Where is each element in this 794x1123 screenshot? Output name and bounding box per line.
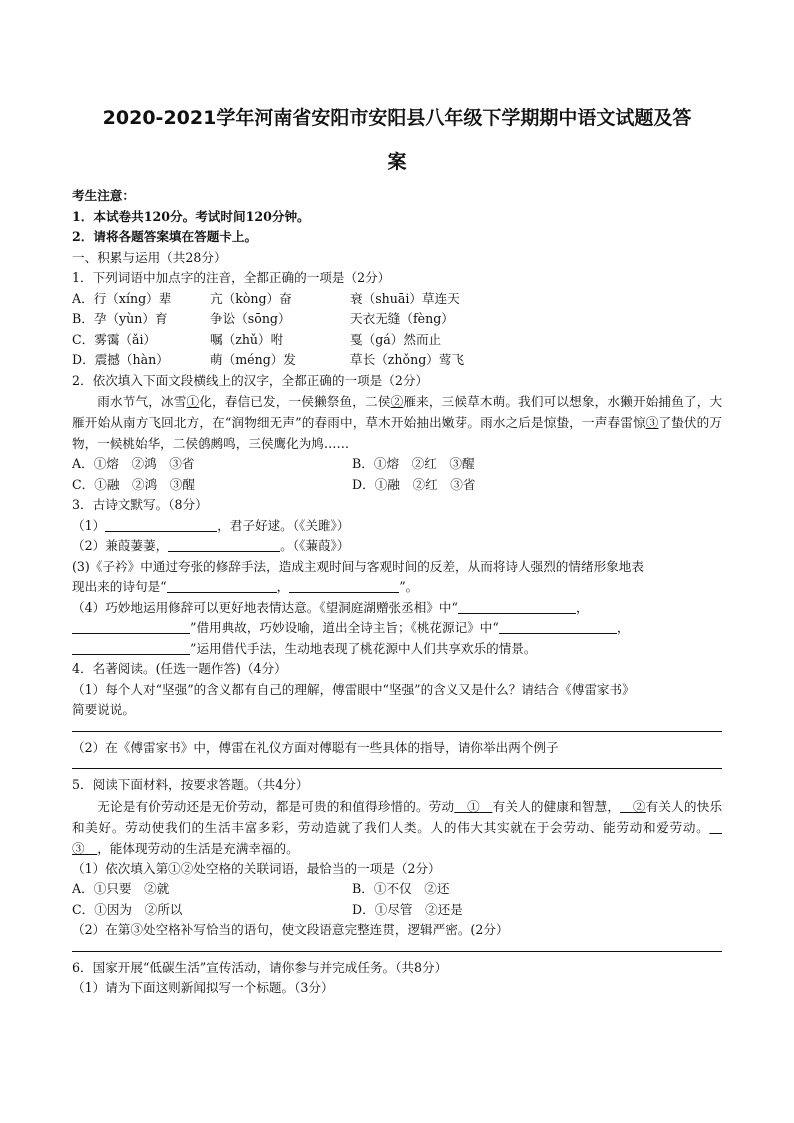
answer-blank[interactable] [289, 578, 399, 593]
option-row [72, 350, 722, 371]
blank-marker: ① [186, 394, 200, 409]
sub-question: 简要说说。 [72, 702, 135, 717]
option-cell: 天衣无缝（fèng） [350, 311, 454, 326]
fill-text: ”。 [399, 579, 419, 594]
option-cell: B．孕（yùn）育 [72, 311, 168, 326]
option-cell: 萌（méng）发 [210, 352, 296, 367]
question-4 [72, 659, 722, 769]
option-cell: B．①熔 ②红 ③醒 [352, 456, 475, 471]
question-stem: 6．国家开展“低碳生活”宣传活动，请你参与并完成任务。（共8分） [72, 959, 448, 975]
blank-marker: ② [390, 394, 404, 409]
fill-line: (3)《子衿》中通过夸张的修辞手法，造成主观时间与客观时间的反差，从而将诗人强烈的情绪形象地表 [72, 558, 644, 574]
fill-text: ， [616, 620, 630, 635]
fill-line [72, 618, 722, 639]
question-stem: 2．依次填入下面文段横线上的汉字，全都正确的一项是（2分） [72, 372, 429, 388]
answer-blank[interactable] [499, 619, 617, 634]
blank-marker [454, 799, 492, 814]
option-row [72, 309, 722, 330]
question-stem: 1．下列词语中加点字的注音，全都正确的一项是（2分） [72, 270, 391, 285]
question-stem: 4．名著阅读。(任选一题作答)（4分） [72, 661, 287, 676]
exam-page [72, 96, 722, 999]
blank-marker-label: ① [466, 798, 480, 814]
passage-text: ，能体现劳动的生活是充满幸福的。 [97, 840, 299, 856]
option-row [72, 900, 722, 921]
option-cell: 草长（zhǒng）莺飞 [350, 352, 465, 367]
passage [72, 391, 722, 454]
option-row [72, 475, 722, 496]
sub-question: （1）依次填入第①②处空格的关联词语，最恰当的一项是（2分） [72, 860, 441, 876]
passage-text: 雨水节气，冰雪 [97, 394, 187, 409]
answer-line[interactable] [72, 758, 722, 769]
question-2 [72, 371, 722, 496]
fill-text: ”运用借代手法，生动地表现了桃花源中人们共享欢乐的情景。 [190, 640, 537, 656]
option-cell: C．①融 ②鸿 ③醒 [72, 476, 195, 492]
question-5 [72, 775, 722, 952]
passage-text: 了蛰伏的万物，一候桃始华，二侯鸧鹒鸣，三侯鹰化为鸠…… [72, 415, 723, 451]
question-stem: 3．古诗文默写。（8分） [72, 497, 208, 512]
sub-question: （1）每个人对“坚强”的含义都有自己的理解，傅雷眼中“坚强”的含义又是什么？请结合《傅雷家书》 [72, 681, 635, 697]
option-row [72, 330, 722, 351]
fill-text: 。（《蒹葭》） [280, 538, 350, 553]
answer-line[interactable] [72, 941, 722, 952]
page-title [72, 96, 722, 184]
notice-item: 2．请将各题答案填在答题卡上。 [72, 229, 258, 244]
fill-text: ”借用典故，巧妙设喻，道出全诗主旨；《桃花源记》中“ [190, 620, 499, 635]
blank-marker-label: ② [632, 798, 646, 814]
option-cell: A．①熔 ②鸿 ③省 [72, 456, 195, 471]
answer-blank[interactable] [105, 517, 217, 532]
option-cell: C．①因为 ②所以 [72, 901, 183, 917]
answer-blank[interactable] [72, 619, 190, 634]
passage-text: 雁来，三候草木萌。我们可以想象，水獭开始捕鱼了，大雁开始从南方飞回北方，在“润物细无声”的春雨中，草木开始抽出嫩芽。雨水之后是惊蛰，一声春雷惊 [72, 394, 723, 430]
option-cell: 衰（shuāi）草连天 [350, 290, 460, 306]
fill-line [72, 536, 722, 557]
question-stem: 5．阅读下面材料，按要求答题。（共4分） [72, 777, 309, 792]
passage [72, 796, 722, 859]
fill-text: 现出来的诗句是“ [72, 579, 167, 594]
blank-marker [620, 799, 646, 814]
option-cell: 戛（gá）然而止 [350, 331, 442, 347]
option-cell: D．①融 ②红 ③省 [352, 476, 476, 492]
option-cell: B．①不仅 ②还 [352, 881, 450, 896]
notice-block [72, 186, 722, 248]
fill-line [72, 577, 722, 598]
option-cell: 亢（kòng）奋 [210, 290, 292, 306]
answer-blank[interactable] [72, 640, 190, 655]
sub-question: （1）请为下面这则新闻拟写一个标题。（3分） [72, 980, 334, 995]
fill-text: ， [276, 579, 290, 594]
sub-question: （2）在《傅雷家书》中，傅雷在礼仪方面对傅聪有一些具体的指导，请你举出两个例子 [72, 739, 559, 755]
passage-text: 有关人的健康和智慧， [492, 798, 621, 814]
fill-text: （1） [72, 517, 106, 533]
fill-text: ， [575, 599, 589, 615]
option-cell: D．震撼（hàn） [72, 352, 169, 367]
option-cell: 争讼（sōng） [210, 311, 291, 326]
option-cell: A．行（xíng）辈 [72, 290, 172, 306]
notice-heading: 考生注意： [72, 188, 135, 203]
option-cell: D．①尽管 ②还是 [352, 901, 463, 917]
fill-text: ，君子好逑。（《关雎》） [217, 517, 350, 533]
title-line-2: 案 [387, 151, 407, 173]
blank-marker: ③ [645, 415, 659, 430]
answer-blank[interactable] [458, 599, 576, 614]
section-heading: 一、积累与运用（共28分） [72, 249, 227, 265]
fill-line [72, 598, 722, 619]
option-cell: 嘱（zhǔ）咐 [210, 331, 284, 347]
answer-blank[interactable] [168, 537, 280, 552]
notice-item: 1．本试卷共120分。考试时间120分钟。 [72, 208, 310, 224]
question-6 [72, 958, 722, 999]
option-row [72, 879, 722, 900]
title-line-1: 2020-2021学年河南省安阳市安阳县八年级下学期期中语文试题及答 [102, 107, 692, 129]
passage-text: 化，春信已发，一侯獭祭鱼，二侯 [199, 394, 391, 409]
fill-line [72, 516, 722, 537]
fill-line [72, 639, 722, 660]
blank-marker-label: ③ [72, 840, 85, 856]
answer-line[interactable] [72, 721, 722, 732]
option-cell: A．①只要 ②就 [72, 881, 170, 896]
option-row [72, 454, 722, 475]
sub-question: （2）在第③处空格补写恰当的语句，使文段语意完整连贯，逻辑严密。(2分） [72, 922, 509, 937]
answer-blank[interactable] [167, 578, 277, 593]
question-1 [72, 268, 722, 371]
fill-text: （4）巧妙地运用修辞可以更好地表情达意。《望洞庭湖赠张丞相》中“ [72, 599, 458, 615]
option-row [72, 289, 722, 310]
question-3 [72, 495, 722, 659]
passage-text: 有关人的快乐和美好。劳动使我们的生活丰富多彩，劳动造就了我们人类。人的伟大其实就在于会劳动、能劳动和爱劳动。 [72, 798, 723, 835]
option-cell: C．雾霭（ǎi） [72, 331, 157, 347]
passage-text: 无论是有价劳动还是无价劳动，都是可贵的和值得珍惜的。劳动 [97, 798, 455, 814]
fill-text: （2）兼葭萋萋， [72, 538, 169, 553]
